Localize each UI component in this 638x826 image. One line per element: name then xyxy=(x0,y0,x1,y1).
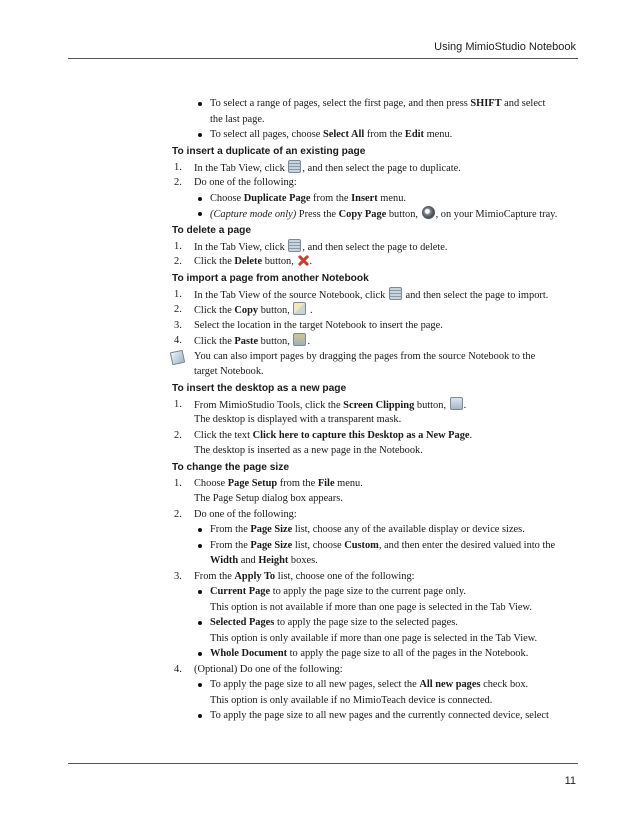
step-item: 4. (Optional) Do one of the following: xyxy=(174,663,343,675)
section-heading-change-page-size: To change the page size xyxy=(172,462,289,473)
bullet-icon xyxy=(198,544,202,548)
list-item: Choose Duplicate Page from the Insert menu. xyxy=(0,191,638,207)
step-item: 1. Choose Page Setup from the File menu. xyxy=(174,477,363,489)
list-item: (Capture mode only) Press the Copy Page button, , on your MimioCapture tray. xyxy=(0,206,638,222)
list-item-continuation: This option is only available if more than one page is selected in the Tab View. xyxy=(210,632,538,644)
page-number: 11 xyxy=(564,775,576,787)
list-item xyxy=(0,96,638,112)
bullet-icon xyxy=(198,133,202,137)
step-item: 2. Click the Delete button, . xyxy=(174,256,313,267)
screen-clipping-icon xyxy=(450,397,463,410)
bullet-icon xyxy=(198,197,202,201)
note-icon xyxy=(170,349,185,364)
section-heading-insert-desktop: To insert the desktop as a new page xyxy=(172,383,347,394)
list-item-text: To select all pages, choose Select All from the Edit menu. xyxy=(210,129,453,140)
list-item: From the Page Size list, choose Custom, and then enter the desired valued into the xyxy=(0,538,638,554)
step-item: 3. From the Apply To list, choose one of the following: xyxy=(174,570,415,582)
step-item: 2. Click the text Click here to capture this Desktop as a New Page. xyxy=(174,429,473,441)
step-item: 1. From MimioStudio Tools, click the Screen Clipping button, . xyxy=(174,398,467,411)
bullet-icon xyxy=(198,714,202,718)
copy-icon xyxy=(293,302,306,315)
list-item-continuation: the last page. xyxy=(210,113,265,125)
list-item xyxy=(0,127,638,143)
step-item: 1. In the Tab View, click , and then select the page to duplicate. xyxy=(174,161,461,174)
tab-view-icon xyxy=(389,287,402,300)
list-item-continuation: Width and Height boxes. xyxy=(210,555,318,566)
list-item: To apply the page size to all new pages and the currently connected device, select xyxy=(0,708,638,724)
step-result: The Page Setup dialog box appears. xyxy=(194,493,343,504)
step-item: 2. Do one of the following: xyxy=(174,177,297,188)
footer-rule xyxy=(68,763,578,764)
step-item: 2. Do one of the following: xyxy=(174,508,297,520)
step-result: The desktop is inserted as a new page in the Notebook. xyxy=(194,445,423,456)
list-item: Selected Pages to apply the page size to the selected pages. xyxy=(0,615,638,631)
capture-page-icon xyxy=(422,206,435,219)
paste-icon xyxy=(293,333,306,346)
tab-view-icon xyxy=(288,160,301,173)
tab-view-icon xyxy=(288,239,301,252)
step-item: 2. Click the Copy button, . xyxy=(174,304,313,316)
tip-note: You can also import pages by dragging the pages from the source Notebook to the xyxy=(0,349,638,365)
step-item: 1. In the Tab View of the source Notebook, click and then select the page to import. xyxy=(174,288,549,301)
list-item: To apply the page size to all new pages, select the All new pages check box. xyxy=(0,677,638,693)
list-item: Current Page to apply the page size to the current page only. xyxy=(0,584,638,600)
tip-note-continuation: target Notebook. xyxy=(194,366,264,377)
step-result: The desktop is displayed with a transparent mask. xyxy=(194,414,402,425)
bullet-icon xyxy=(198,683,202,687)
document-body xyxy=(0,96,638,724)
bullet-icon xyxy=(198,528,202,532)
bullet-icon xyxy=(198,590,202,594)
section-heading-insert-duplicate: To insert a duplicate of an existing page xyxy=(172,146,366,157)
header-rule xyxy=(68,58,578,59)
bullet-icon xyxy=(198,102,202,106)
bullet-icon xyxy=(198,212,202,216)
running-header-title: Using MimioStudio Notebook xyxy=(434,41,576,53)
step-item: 1. In the Tab View, click , and then select the page to delete. xyxy=(174,240,448,253)
bullet-icon xyxy=(198,652,202,656)
list-item-text: To select a range of pages, select the first page, and then press SHIFT and select xyxy=(210,98,546,109)
list-item-continuation: This option is not available if more than one page is selected in the Tab View. xyxy=(210,601,532,613)
step-item: 3. Select the location in the target Notebook to insert the page. xyxy=(174,319,443,331)
delete-icon xyxy=(297,255,308,266)
bullet-icon xyxy=(198,621,202,625)
list-item: Whole Document to apply the page size to all of the pages in the Notebook. xyxy=(0,646,638,662)
list-item: From the Page Size list, choose any of the available display or device sizes. xyxy=(0,522,638,538)
section-heading-delete-page: To delete a page xyxy=(172,225,252,236)
step-item: 4. Click the Paste button, . xyxy=(174,335,311,347)
section-heading-import-page: To import a page from another Notebook xyxy=(172,273,369,284)
list-item-continuation: This option is only available if no MimioTeach device is connected. xyxy=(210,694,493,706)
